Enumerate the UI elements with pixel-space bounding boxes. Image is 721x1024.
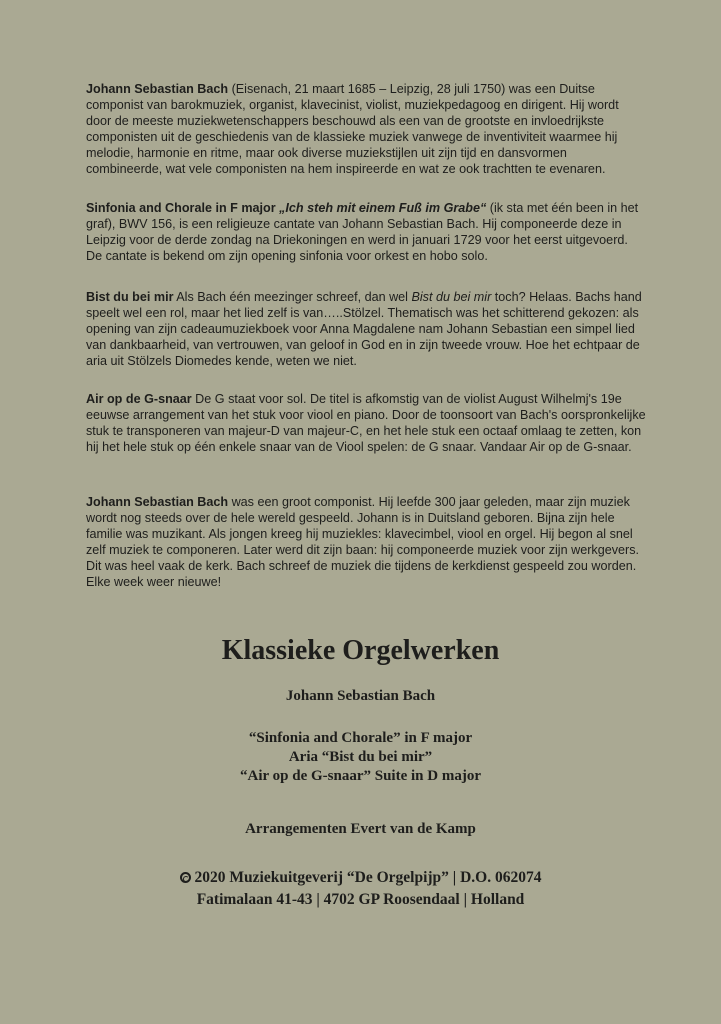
sinfonia-text: (ik sta met één been in het graf), BWV 156, is een religieuze cantate van Johann Sebastian Bach. Hij componeerde deze in Leipzig voor de derde zondag na Driekoningen en werd in januari 1729 voor het eerst uitgevoerd. De cantate is bekend om zijn opening sinfonia voor orkest en hobo solo. bbox=[86, 201, 639, 263]
sinfonia-heading: Sinfonia and Chorale in F major bbox=[86, 201, 280, 215]
work-item-air: “Air op de G-snaar” Suite in D major bbox=[240, 768, 481, 784]
cover-title: Klassieke Orgelwerken bbox=[221, 635, 500, 666]
publisher-line-1-text: 2020 Muziekuitgeverij “De Orgelpijp” | D.O. 062074 bbox=[194, 869, 542, 886]
kids-paragraph bbox=[86, 495, 646, 590]
bio-paragraph bbox=[86, 82, 646, 177]
kids-text: was een groot componist. Hij leefde 300 jaar geleden, maar zijn muziek wordt nog steeds over de hele wereld gespeeld. Johann is in Duitsland geboren. Bijna zijn hele familie was muzikant. Als jongen kreeg hij muziekles: klavecimbel, viool en orgel. Hij begon al snel zelf muziek te componeren. Later werd dit zijn baan: hij componeerde muziek voor zijn werkgevers. Dit was heel vaak de kerk. Bach schreef de muziek die tijdens de kerkdienst gespeeld zou worden. bbox=[86, 495, 639, 573]
copyright-icon bbox=[180, 872, 191, 883]
sinfonia-quote: „Ich steh mit einem Fuß im Grabe“ bbox=[279, 201, 487, 215]
kids-last-line: Elke week weer nieuwe! bbox=[86, 574, 222, 589]
bio-text: (Eisenach, 21 maart 1685 – Leipzig, 28 juli 1750) was een Duitse componist van barokmuziek, organist, klavecinist, violist, muziekpedagoog en dirigent. Hij wordt door de meeste muziekwetenschappers beschouwd als een van de grootste en invloedrijkste componisten uit de geschiedenis van de klassieke muziek vanwege de inventiviteit waarmee hij melodie, harmonie en ritme, maar ook diverse muziekstijlen uit zijn tijd en dansvormen combineerde, wat vele componisten na hem inspireerde en wat ze ook trachtten te evenaren. bbox=[86, 82, 619, 176]
bist-paragraph bbox=[86, 290, 646, 370]
works-list bbox=[0, 729, 721, 786]
bist-heading: Bist du bei mir bbox=[86, 290, 174, 304]
publisher-line-1 bbox=[0, 867, 721, 889]
publisher-block bbox=[0, 867, 721, 911]
bist-text-after: toch? Helaas. Bachs hand speelt wel een rol, maar het lied zelf is van…..Stölzel. Thematisch was het schitterend gekozen: als opening van zijn cadeaumuziekboek voor Anna Magdalene nam Johann Sebastian een simpel lied van dankbaarheid, van vertrouwen, van geloof in God en in zijn tweede vrouw. Hoe het echtpaar de aria uit Stölzels Diomedes kende, weten we niet. bbox=[86, 290, 642, 368]
cover-composer: Johann Sebastian Bach bbox=[285, 688, 436, 704]
bist-text-before: Als Bach één meezinger schreef, dan wel bbox=[173, 290, 412, 304]
cover-arranger: Arrangementen Evert van de Kamp bbox=[245, 821, 476, 837]
work-item-bist: Aria “Bist du bei mir” bbox=[288, 749, 433, 765]
publisher-line-2: Fatimalaan 41-43 | 4702 GP Roosendaal | Holland bbox=[196, 891, 525, 908]
sinfonia-paragraph bbox=[86, 201, 646, 265]
air-text: De G staat voor sol. De titel is afkomstig van de violist August Wilhelmj's 19e eeuwse arrangement van het stuk voor viool en piano. Door de toonsoort van Bach's oorspronkelijke stuk te transponeren van majeur-D van majeur-C, en het hele stuk een octaaf omlaag te zetten, kon hij het hele stuk op één enkele snaar van de Viool spelen: de G snaar. Vandaar Air op de G-snaar. bbox=[86, 392, 646, 454]
air-paragraph bbox=[86, 392, 646, 456]
kids-name: Johann Sebastian Bach bbox=[86, 495, 229, 509]
work-item-sinfonia: “Sinfonia and Chorale” in F major bbox=[248, 730, 473, 746]
bio-name: Johann Sebastian Bach bbox=[86, 82, 229, 96]
bist-italic-title: Bist du bei mir bbox=[411, 290, 492, 304]
air-heading: Air op de G-snaar bbox=[86, 392, 192, 406]
